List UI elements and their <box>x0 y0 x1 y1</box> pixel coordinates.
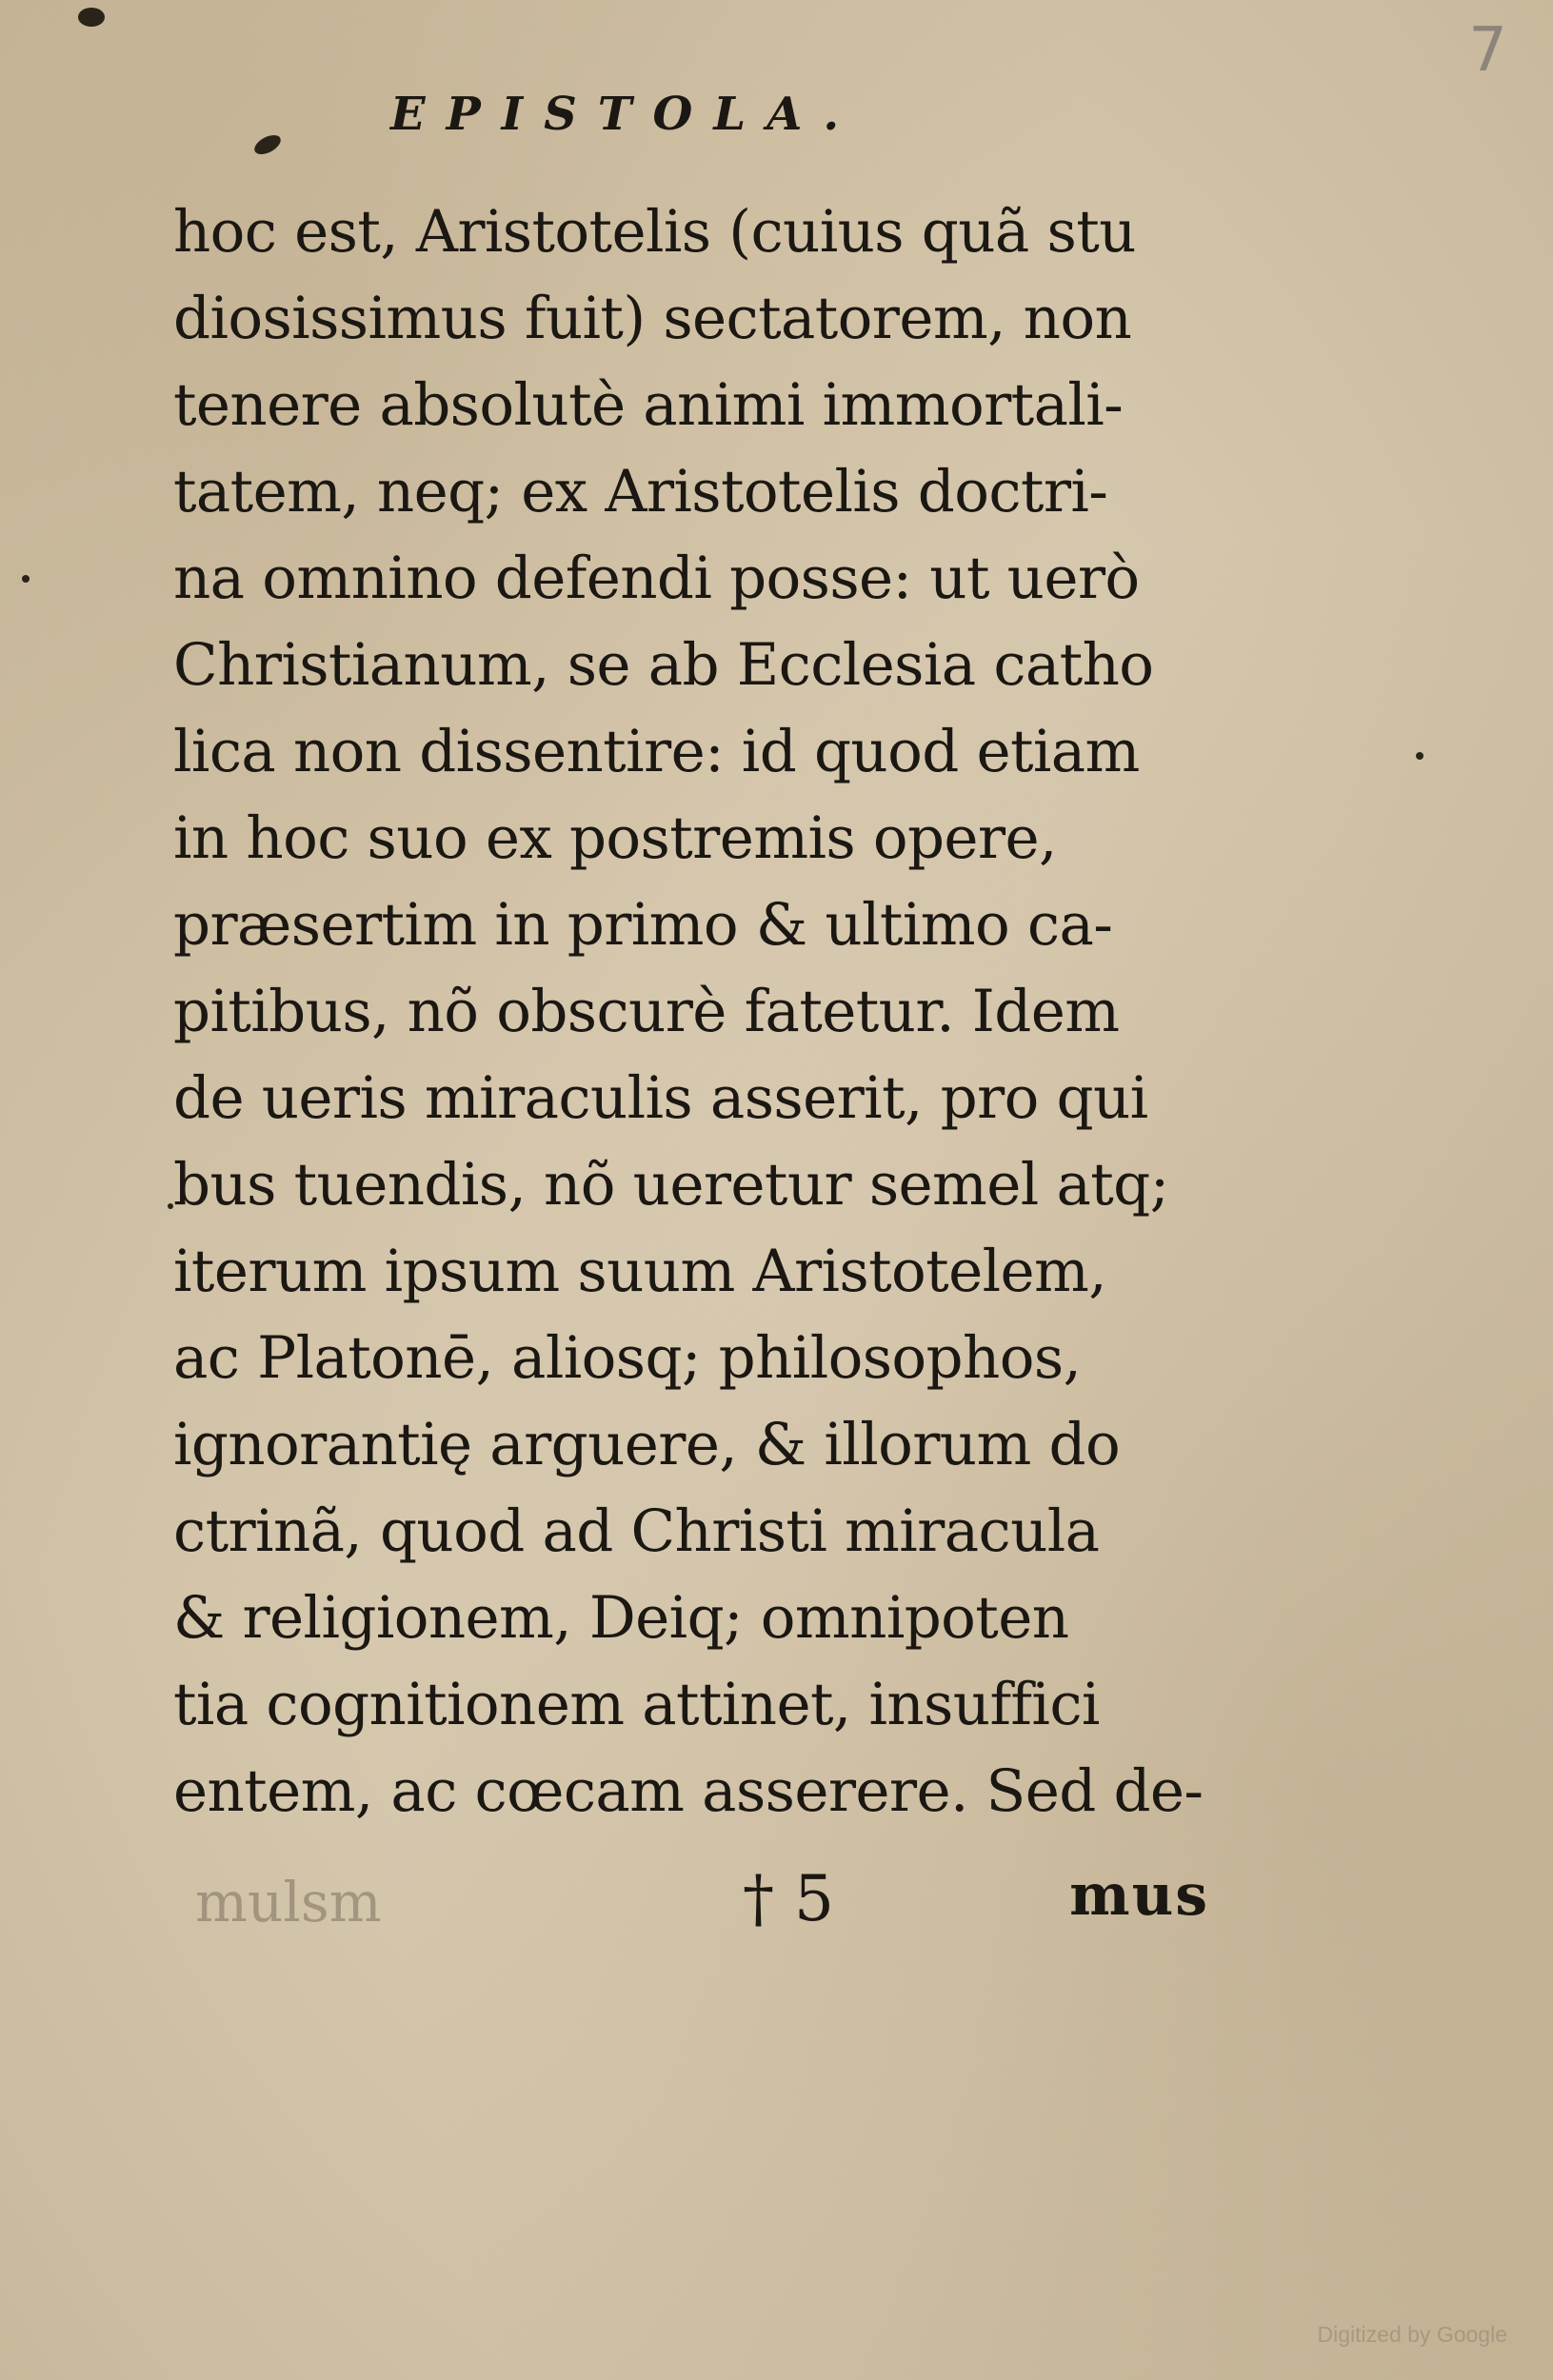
ink-spot <box>22 575 30 583</box>
text-line-8: in hoc suo ex postremis opere, <box>173 804 1057 872</box>
text-line-14: ac Platonē, aliosq; philosophos, <box>173 1324 1082 1392</box>
text-line-16: ctrinã, quod ad Christi miracula <box>173 1497 1100 1565</box>
text-line-13: iterum ipsum suum Aristotelem, <box>173 1238 1107 1305</box>
digitization-watermark: Digitized by Google <box>1317 2322 1507 2347</box>
text-line-19: entem, ac cœcam asserere. Sed de- <box>173 1757 1204 1825</box>
text-line-15: ignorantię arguere, & illorum do <box>173 1411 1121 1478</box>
text-line-10: pitibus, nõ obscurè fatetur. Idem <box>173 978 1120 1045</box>
text-line-11: de ueris miraculis asserit, pro qui <box>173 1064 1148 1132</box>
page-header: EPISTOLA. <box>390 88 861 141</box>
text-line-17: & religionem, Deiq; omnipoten <box>173 1584 1069 1652</box>
text-line-12: bus tuendis, nõ ueretur semel atq; <box>173 1151 1169 1219</box>
page-footer <box>195 1862 1209 1948</box>
ink-spot <box>251 131 284 158</box>
text-line-4: tatem, neq; ex Aristotelis doctri- <box>173 458 1108 526</box>
catchword: mus <box>1069 1862 1209 1929</box>
text-line-18: tia cognitionem attinet, insuffici <box>173 1671 1100 1738</box>
text-line-5: na omnino defendi posse: ut uerò <box>173 545 1140 612</box>
ink-spot <box>78 8 105 27</box>
text-line-2: diosissimus fuit) sectatorem, non <box>173 285 1132 352</box>
text-line-6: Christianum, se ab Ecclesia catho <box>173 631 1154 699</box>
text-line-1: hoc est, Aristotelis (cuius quã stu <box>173 198 1136 266</box>
text-line-9: præsertim in primo & ultimo ca- <box>173 891 1113 959</box>
printed-text-block <box>173 188 1206 1835</box>
text-line-7: lica non dissentire: id quod etiam <box>173 718 1140 785</box>
signature-mark: † 5 <box>743 1862 834 1935</box>
footer-faded-text: mulsm <box>195 1870 382 1934</box>
ink-spot <box>1416 752 1424 760</box>
page-mark: 7 <box>1468 15 1507 86</box>
text-line-3: tenere absolutè animi immortali- <box>173 371 1124 439</box>
